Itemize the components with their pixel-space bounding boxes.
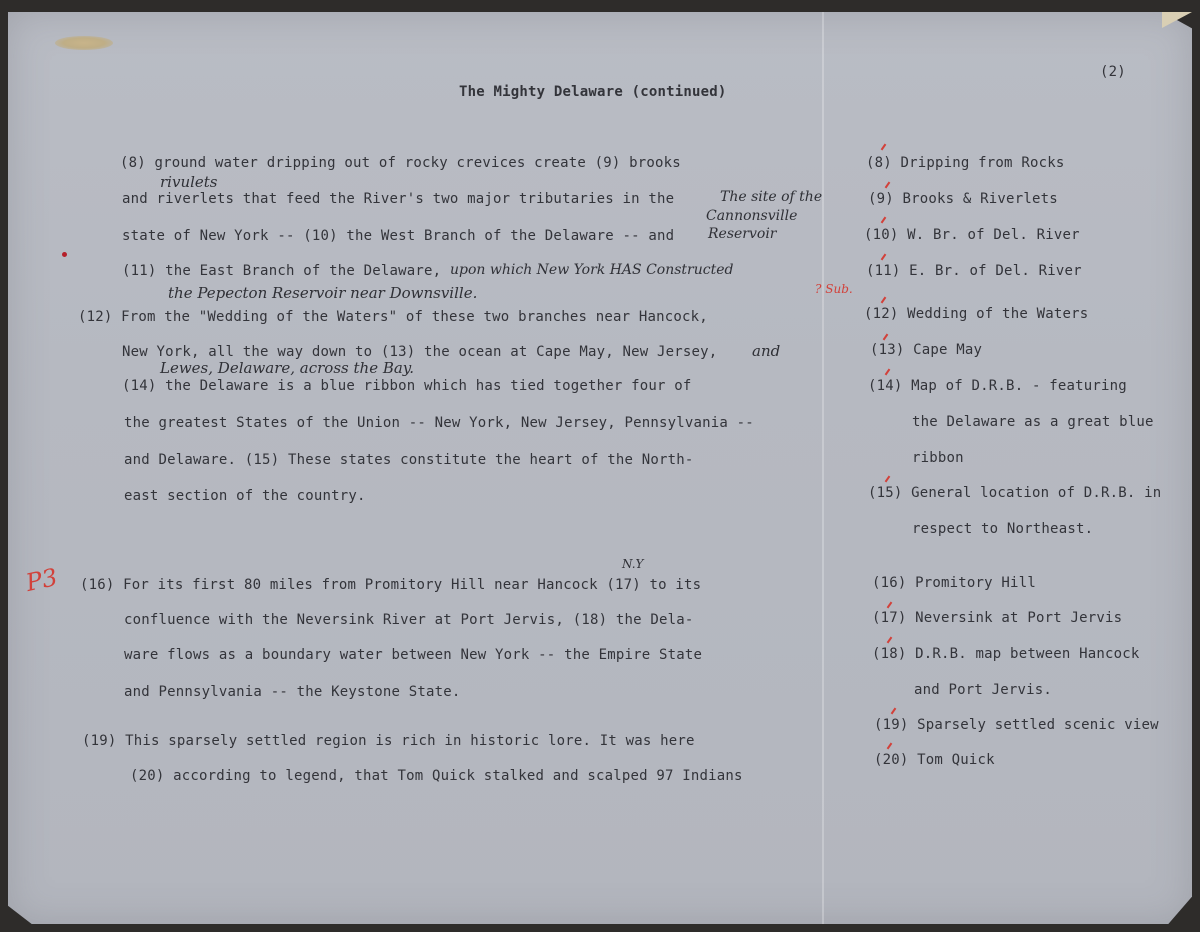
document-title: The Mighty Delaware (continued)	[459, 84, 727, 100]
cue-item: (14) Map of D.R.B. - featuring	[868, 378, 1127, 394]
body-line: and riverlets that feed the River's two major tributaries in the	[122, 191, 675, 207]
handwritten-rivulets: rivulets	[160, 173, 218, 191]
cue-item: (8) Dripping from Rocks	[866, 155, 1065, 171]
cue-item: and Port Jervis.	[914, 682, 1053, 698]
body-line: east section of the country.	[124, 488, 366, 504]
handwritten-note: and	[752, 342, 781, 360]
cue-item: (15) General location of D.R.B. in	[868, 485, 1162, 501]
cue-item: (10) W. Br. of Del. River	[864, 227, 1080, 243]
body-line: and Delaware. (15) These states constitute the heart of the North-	[124, 452, 694, 468]
handwritten-note: The site of the	[720, 189, 823, 205]
body-line: (12) From the "Wedding of the Waters" of these two branches near Hancock,	[78, 309, 708, 325]
cue-item: respect to Northeast.	[912, 521, 1094, 537]
handwritten-note: upon which New York HAS Constructed	[450, 262, 734, 278]
page-number: (2)	[1100, 64, 1126, 80]
body-line: ware flows as a boundary water between New York -- the Empire State	[124, 647, 703, 663]
red-margin-mark: ? Sub.	[815, 282, 853, 296]
handwritten-note: Lewes, Delaware, across the Bay.	[160, 359, 415, 377]
cue-item: (16) Promitory Hill	[872, 575, 1036, 591]
cue-item: (13) Cape May	[870, 342, 983, 358]
body-line: and Pennsylvania -- the Keystone State.	[124, 684, 461, 700]
cue-item: (19) Sparsely settled scenic view	[874, 717, 1159, 733]
paper-fold	[822, 12, 824, 924]
handwritten-note: Reservoir	[708, 226, 777, 242]
body-line: New York, all the way down to (13) the ocean at Cape May, New Jersey,	[122, 344, 718, 360]
body-line: (20) according to legend, that Tom Quick stalked and scalped 97 Indians	[130, 768, 743, 784]
cue-item: (20) Tom Quick	[874, 752, 995, 768]
cue-item: the Delaware as a great blue	[912, 414, 1154, 430]
red-dot-mark	[62, 252, 67, 257]
handwritten-note: N.Y	[622, 557, 644, 571]
document-page	[8, 12, 1192, 924]
body-line: state of New York -- (10) the West Branch of the Delaware -- and	[122, 228, 675, 244]
tape-stain	[55, 36, 113, 50]
cue-item: (11) E. Br. of Del. River	[866, 263, 1082, 279]
handwritten-note: the Pepecton Reservoir near Downsville.	[168, 284, 478, 302]
body-line: confluence with the Neversink River at Port Jervis, (18) the Dela-	[124, 612, 694, 628]
cue-item: (9) Brooks & Riverlets	[868, 191, 1058, 207]
handwritten-note: Cannonsville	[706, 208, 798, 224]
body-line: (8) ground water dripping out of rocky crevices create (9) brooks	[120, 155, 681, 171]
cue-item: (18) D.R.B. map between Hancock	[872, 646, 1140, 662]
cue-item: ribbon	[912, 450, 964, 466]
body-line: (16) For its first 80 miles from Promitory Hill near Hancock (17) to its	[80, 577, 702, 593]
body-line: (14) the Delaware is a blue ribbon which has tied together four of	[122, 378, 692, 394]
body-line: (11) the East Branch of the Delaware,	[122, 263, 442, 279]
body-line: the greatest States of the Union -- New York, New Jersey, Pennsylvania --	[124, 415, 754, 431]
cue-item: (17) Neversink at Port Jervis	[872, 610, 1123, 626]
red-margin-mark: P3	[23, 563, 60, 597]
folded-corner	[1162, 12, 1192, 28]
cue-item: (12) Wedding of the Waters	[864, 306, 1089, 322]
body-line: (19) This sparsely settled region is rich in historic lore. It was here	[82, 733, 695, 749]
